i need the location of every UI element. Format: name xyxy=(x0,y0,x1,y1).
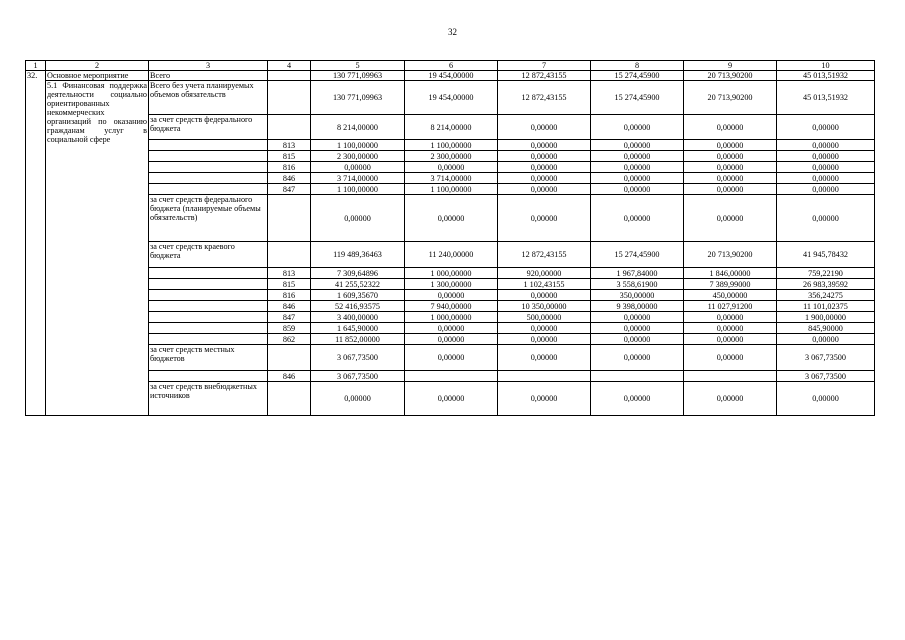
row-label xyxy=(149,268,268,279)
value-cell: 0,00000 xyxy=(498,162,591,173)
table-row xyxy=(26,279,875,290)
value-cell: 450,00000 xyxy=(684,290,777,301)
value-cell: 15 274,45900 xyxy=(591,71,684,81)
value-cell: 0,00000 xyxy=(591,115,684,140)
code-cell: 813 xyxy=(268,268,311,279)
table-row xyxy=(26,382,875,416)
value-cell: 1 100,00000 xyxy=(311,184,405,195)
value-cell: 12 872,43155 xyxy=(498,242,591,268)
value-cell: 0,00000 xyxy=(498,382,591,416)
value-cell xyxy=(405,371,498,382)
value-cell: 19 454,00000 xyxy=(405,71,498,81)
row-label: за счет средств местных бюджетов xyxy=(149,345,268,371)
value-cell: 0,00000 xyxy=(498,323,591,334)
value-cell: 20 713,90200 xyxy=(684,71,777,81)
table-row xyxy=(26,173,875,184)
table-row xyxy=(26,115,875,140)
row-label: за счет средств внебюджетных источников xyxy=(149,382,268,416)
value-cell: 0,00000 xyxy=(684,115,777,140)
table-row xyxy=(26,184,875,195)
table-row xyxy=(26,81,875,115)
budget-table xyxy=(25,60,875,416)
value-cell: 0,00000 xyxy=(498,173,591,184)
table-row xyxy=(26,345,875,371)
table-row xyxy=(26,312,875,323)
table-row xyxy=(26,140,875,151)
value-cell: 0,00000 xyxy=(777,151,875,162)
row-label xyxy=(149,312,268,323)
row-label xyxy=(149,162,268,173)
value-cell: 3 558,61900 xyxy=(591,279,684,290)
column-header: 9 xyxy=(684,61,777,71)
activity-title-cell: Основное мероприятие xyxy=(46,71,149,81)
value-cell: 7 389,99000 xyxy=(684,279,777,290)
value-cell: 12 872,43155 xyxy=(498,81,591,115)
code-cell: 816 xyxy=(268,162,311,173)
value-cell: 3 067,73500 xyxy=(311,345,405,371)
value-cell: 15 274,45900 xyxy=(591,81,684,115)
code-cell: 859 xyxy=(268,323,311,334)
value-cell: 1 100,00000 xyxy=(405,140,498,151)
row-label: Всего xyxy=(149,71,268,81)
value-cell: 0,00000 xyxy=(405,345,498,371)
activity-description-cell: 5.1 Финансовая поддержка деятельности социально ориентированных некоммерческих организаций по оказанию гражданам услуг в социальной сфере xyxy=(46,81,149,416)
value-cell: 11 101,02375 xyxy=(777,301,875,312)
row-label xyxy=(149,290,268,301)
value-cell: 0,00000 xyxy=(684,334,777,345)
value-cell: 20 713,90200 xyxy=(684,81,777,115)
value-cell: 3 714,00000 xyxy=(311,173,405,184)
value-cell: 0,00000 xyxy=(777,382,875,416)
value-cell: 11 852,00000 xyxy=(311,334,405,345)
row-label: за счет средств федерального бюджета xyxy=(149,115,268,140)
row-label: Всего без учета планируемых объемов обязательств xyxy=(149,81,268,115)
value-cell: 19 454,00000 xyxy=(405,81,498,115)
value-cell: 8 214,00000 xyxy=(405,115,498,140)
value-cell: 130 771,09963 xyxy=(311,71,405,81)
value-cell: 0,00000 xyxy=(498,290,591,301)
column-header: 3 xyxy=(149,61,268,71)
table-row xyxy=(26,71,875,81)
table-row xyxy=(26,323,875,334)
table-row xyxy=(26,371,875,382)
row-label xyxy=(149,334,268,345)
value-cell: 11 027,91200 xyxy=(684,301,777,312)
column-header: 2 xyxy=(46,61,149,71)
value-cell: 1 846,00000 xyxy=(684,268,777,279)
value-cell xyxy=(498,371,591,382)
value-cell: 356,24275 xyxy=(777,290,875,301)
row-label: за счет средств федерального бюджета (планируемые объемы обязательств) xyxy=(149,195,268,242)
code-cell xyxy=(268,345,311,371)
code-cell: 846 xyxy=(268,371,311,382)
value-cell: 0,00000 xyxy=(311,162,405,173)
value-cell: 2 300,00000 xyxy=(405,151,498,162)
value-cell: 0,00000 xyxy=(777,195,875,242)
value-cell: 45 013,51932 xyxy=(777,81,875,115)
value-cell: 0,00000 xyxy=(591,334,684,345)
value-cell: 2 300,00000 xyxy=(311,151,405,162)
code-cell: 847 xyxy=(268,184,311,195)
value-cell: 0,00000 xyxy=(591,312,684,323)
value-cell: 7 309,64896 xyxy=(311,268,405,279)
value-cell: 0,00000 xyxy=(498,184,591,195)
value-cell: 0,00000 xyxy=(777,140,875,151)
value-cell: 0,00000 xyxy=(591,173,684,184)
value-cell: 920,00000 xyxy=(498,268,591,279)
code-cell: 813 xyxy=(268,140,311,151)
code-cell: 815 xyxy=(268,151,311,162)
column-header: 7 xyxy=(498,61,591,71)
value-cell: 41 255,52322 xyxy=(311,279,405,290)
value-cell xyxy=(684,371,777,382)
value-cell: 0,00000 xyxy=(684,140,777,151)
value-cell: 10 350,00000 xyxy=(498,301,591,312)
value-cell: 119 489,36463 xyxy=(311,242,405,268)
value-cell: 15 274,45900 xyxy=(591,242,684,268)
table-row xyxy=(26,242,875,268)
code-cell xyxy=(268,195,311,242)
value-cell: 1 609,35670 xyxy=(311,290,405,301)
value-cell: 0,00000 xyxy=(684,151,777,162)
value-cell: 0,00000 xyxy=(591,195,684,242)
code-cell xyxy=(268,81,311,115)
code-cell: 816 xyxy=(268,290,311,301)
code-cell: 847 xyxy=(268,312,311,323)
column-header: 4 xyxy=(268,61,311,71)
value-cell: 11 240,00000 xyxy=(405,242,498,268)
value-cell: 0,00000 xyxy=(777,173,875,184)
row-label xyxy=(149,140,268,151)
table-row xyxy=(26,268,875,279)
value-cell: 0,00000 xyxy=(684,382,777,416)
value-cell: 0,00000 xyxy=(405,382,498,416)
value-cell: 845,90000 xyxy=(777,323,875,334)
column-header: 8 xyxy=(591,61,684,71)
value-cell: 3 714,00000 xyxy=(405,173,498,184)
value-cell: 3 400,00000 xyxy=(311,312,405,323)
row-label xyxy=(149,301,268,312)
value-cell: 350,00000 xyxy=(591,290,684,301)
value-cell: 0,00000 xyxy=(777,115,875,140)
value-cell: 0,00000 xyxy=(684,195,777,242)
value-cell: 0,00000 xyxy=(498,140,591,151)
code-cell: 862 xyxy=(268,334,311,345)
value-cell: 0,00000 xyxy=(684,323,777,334)
value-cell: 500,00000 xyxy=(498,312,591,323)
value-cell: 0,00000 xyxy=(498,151,591,162)
table-row xyxy=(26,162,875,173)
column-header: 5 xyxy=(311,61,405,71)
value-cell: 0,00000 xyxy=(591,140,684,151)
code-cell: 846 xyxy=(268,173,311,184)
value-cell: 0,00000 xyxy=(591,323,684,334)
value-cell xyxy=(591,371,684,382)
value-cell: 130 771,09963 xyxy=(311,81,405,115)
value-cell: 0,00000 xyxy=(591,382,684,416)
value-cell: 1 645,90000 xyxy=(311,323,405,334)
row-label xyxy=(149,279,268,290)
value-cell: 1 100,00000 xyxy=(311,140,405,151)
value-cell: 759,22190 xyxy=(777,268,875,279)
value-cell: 0,00000 xyxy=(405,323,498,334)
value-cell: 0,00000 xyxy=(684,162,777,173)
row-label xyxy=(149,184,268,195)
value-cell: 26 983,39592 xyxy=(777,279,875,290)
value-cell: 0,00000 xyxy=(405,290,498,301)
table-row xyxy=(26,290,875,301)
code-cell xyxy=(268,115,311,140)
value-cell: 0,00000 xyxy=(498,195,591,242)
code-cell xyxy=(268,242,311,268)
value-cell: 1 000,00000 xyxy=(405,312,498,323)
value-cell: 3 067,73500 xyxy=(777,371,875,382)
value-cell: 20 713,90200 xyxy=(684,242,777,268)
value-cell: 52 416,93575 xyxy=(311,301,405,312)
table-row xyxy=(26,301,875,312)
row-label: за счет средств краевого бюджета xyxy=(149,242,268,268)
value-cell: 3 067,73500 xyxy=(311,371,405,382)
value-cell: 0,00000 xyxy=(777,184,875,195)
value-cell: 0,00000 xyxy=(405,334,498,345)
value-cell: 0,00000 xyxy=(405,162,498,173)
value-cell: 1 000,00000 xyxy=(405,268,498,279)
value-cell: 0,00000 xyxy=(591,184,684,195)
value-cell: 0,00000 xyxy=(311,195,405,242)
value-cell: 12 872,43155 xyxy=(498,71,591,81)
value-cell: 1 967,84000 xyxy=(591,268,684,279)
value-cell: 41 945,78432 xyxy=(777,242,875,268)
value-cell: 45 013,51932 xyxy=(777,71,875,81)
row-number-cell: 32. xyxy=(26,71,46,416)
value-cell: 0,00000 xyxy=(777,162,875,173)
value-cell: 0,00000 xyxy=(684,345,777,371)
value-cell: 0,00000 xyxy=(498,345,591,371)
column-header: 10 xyxy=(777,61,875,71)
row-label xyxy=(149,173,268,184)
code-cell xyxy=(268,382,311,416)
value-cell: 0,00000 xyxy=(684,184,777,195)
value-cell: 1 900,00000 xyxy=(777,312,875,323)
value-cell: 1 102,43155 xyxy=(498,279,591,290)
row-label xyxy=(149,323,268,334)
value-cell: 0,00000 xyxy=(591,162,684,173)
row-label xyxy=(149,151,268,162)
value-cell: 0,00000 xyxy=(498,334,591,345)
table-row xyxy=(26,195,875,242)
code-cell: 815 xyxy=(268,279,311,290)
row-label xyxy=(149,371,268,382)
column-header: 6 xyxy=(405,61,498,71)
page-number: 32 xyxy=(448,27,457,37)
value-cell: 7 940,00000 xyxy=(405,301,498,312)
value-cell: 0,00000 xyxy=(311,382,405,416)
value-cell: 1 300,00000 xyxy=(405,279,498,290)
value-cell: 0,00000 xyxy=(591,345,684,371)
value-cell: 8 214,00000 xyxy=(311,115,405,140)
code-cell xyxy=(268,71,311,81)
table-row xyxy=(26,334,875,345)
value-cell: 0,00000 xyxy=(591,151,684,162)
header-row xyxy=(26,61,875,71)
code-cell: 846 xyxy=(268,301,311,312)
value-cell: 0,00000 xyxy=(498,115,591,140)
table-row xyxy=(26,151,875,162)
value-cell: 0,00000 xyxy=(405,195,498,242)
value-cell: 0,00000 xyxy=(777,334,875,345)
value-cell: 0,00000 xyxy=(684,312,777,323)
value-cell: 9 398,00000 xyxy=(591,301,684,312)
column-header: 1 xyxy=(26,61,46,71)
value-cell: 3 067,73500 xyxy=(777,345,875,371)
value-cell: 0,00000 xyxy=(684,173,777,184)
value-cell: 1 100,00000 xyxy=(405,184,498,195)
